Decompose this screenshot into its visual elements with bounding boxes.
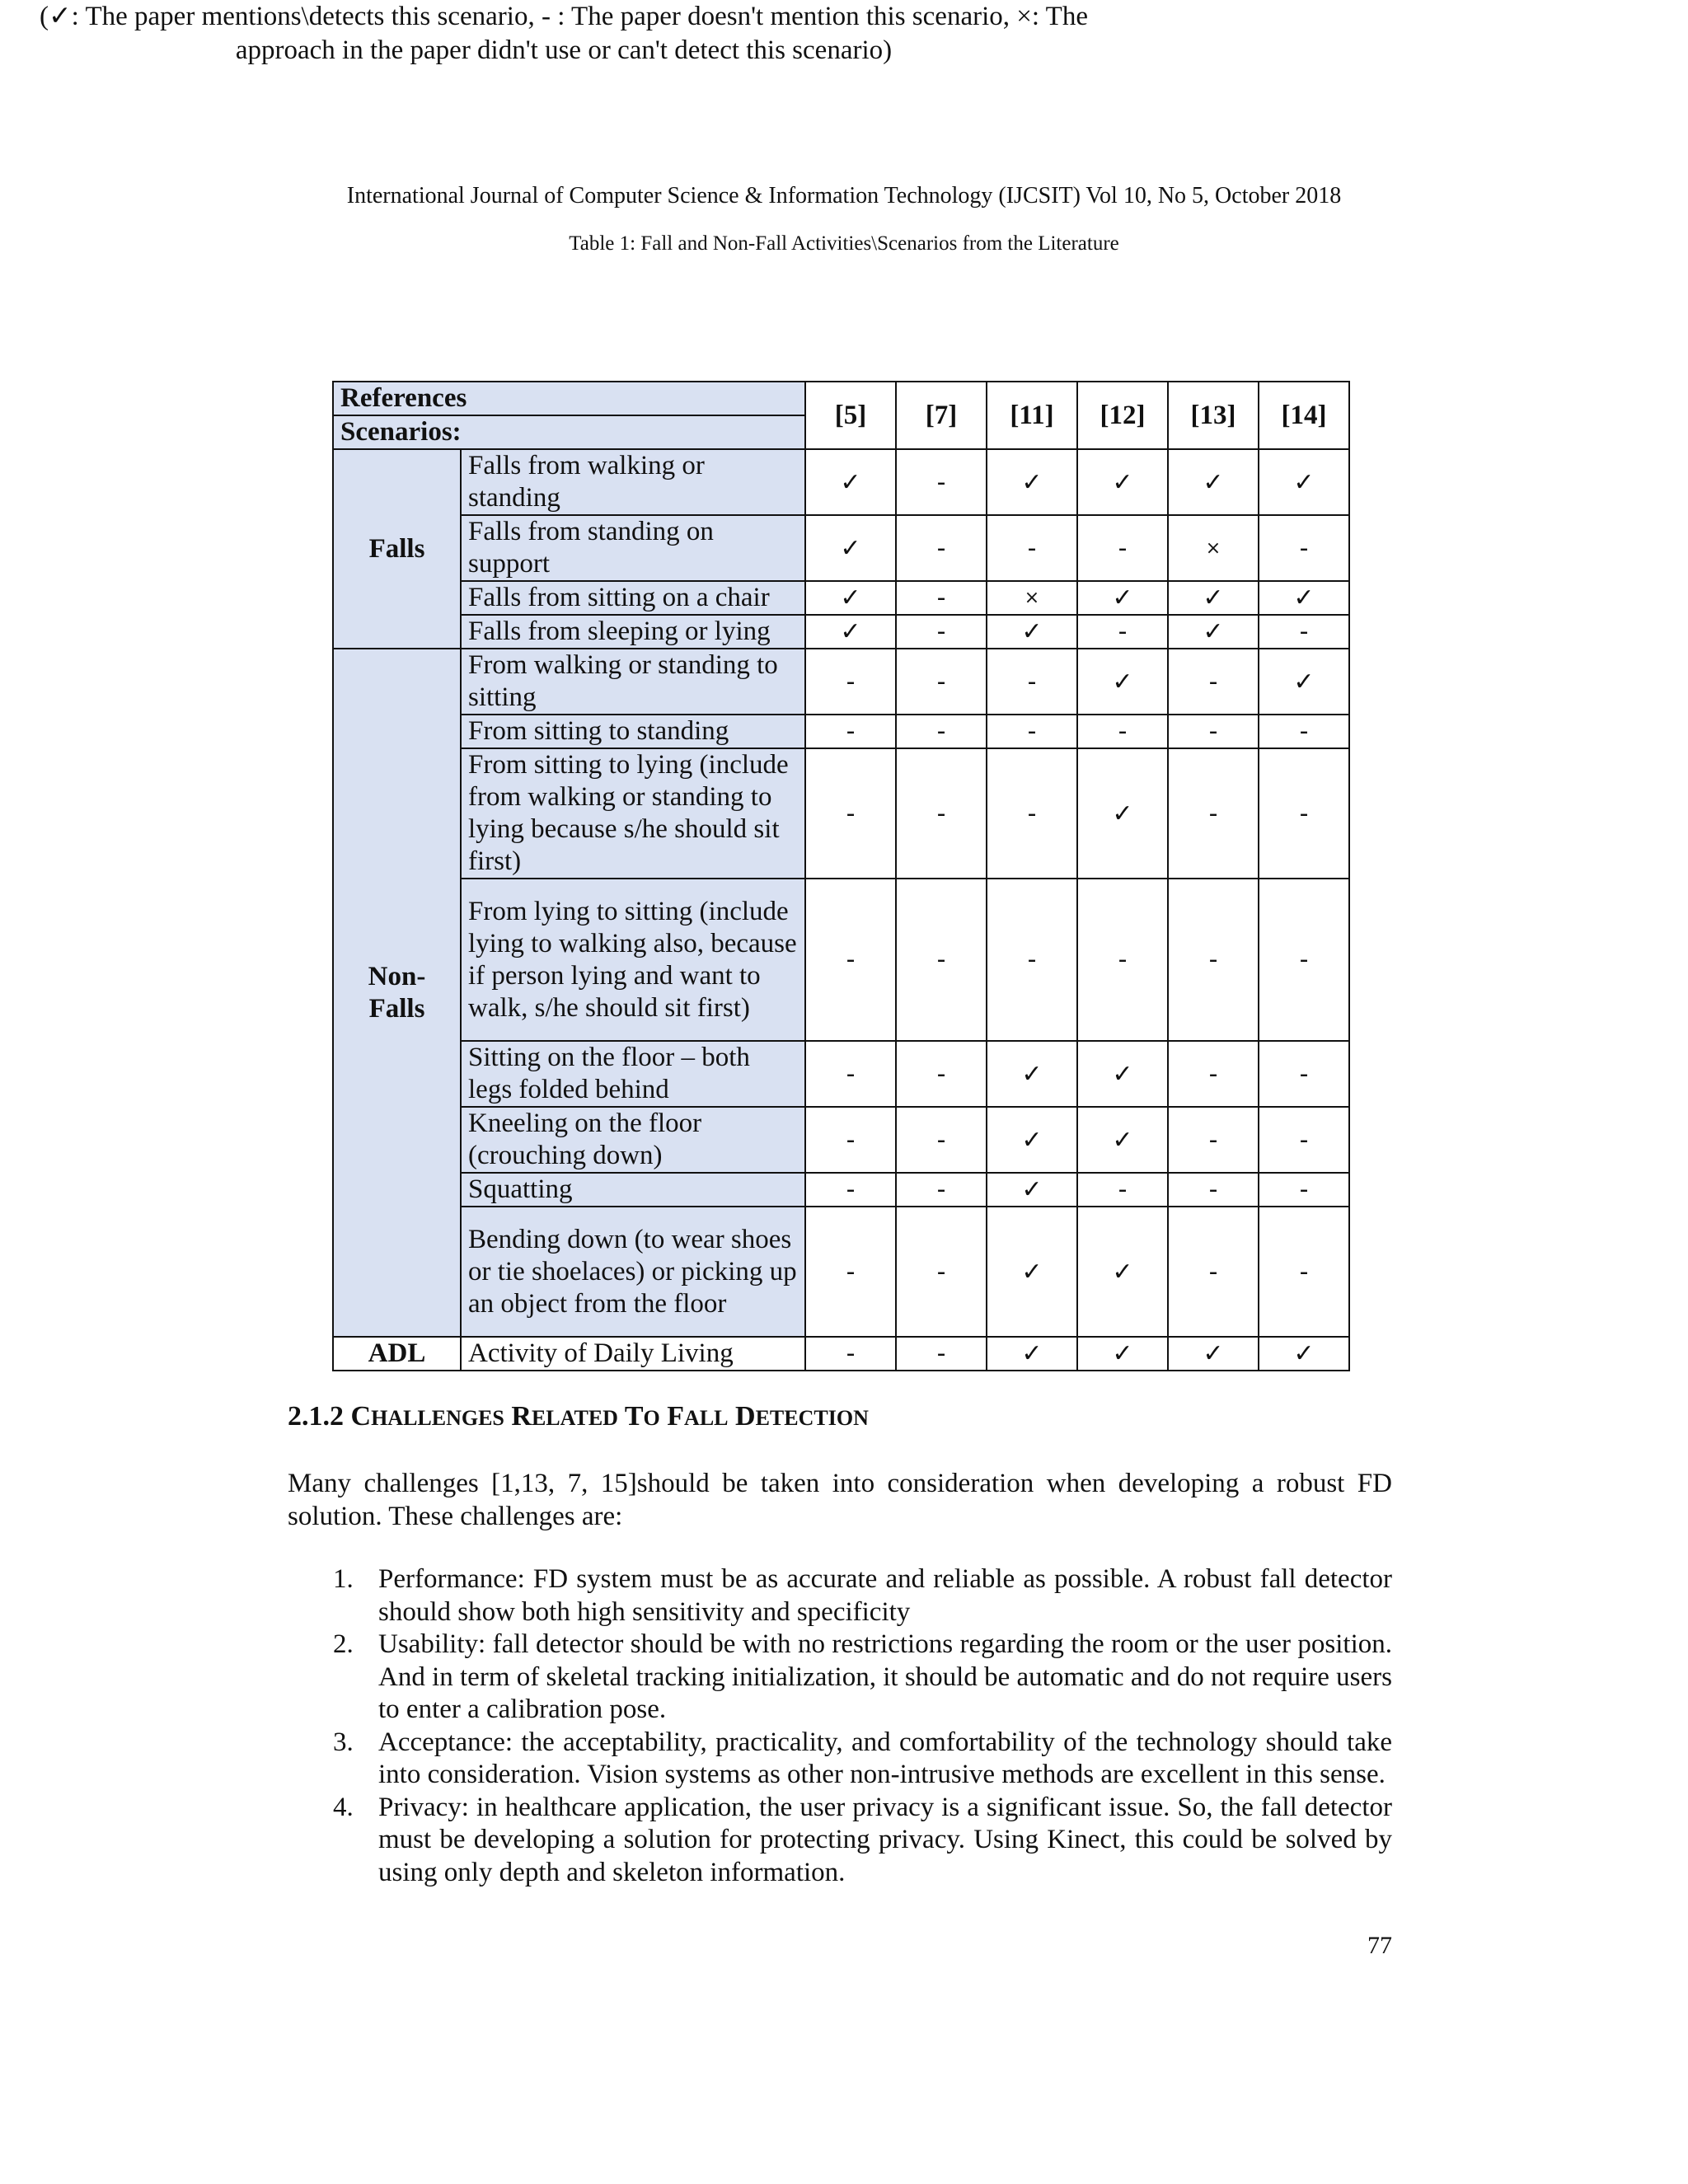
scenario-cell: Bending down (to wear shoes or tie shoelaces) or picking up an object from the floor bbox=[461, 1207, 805, 1337]
value-cell: - bbox=[1168, 715, 1259, 748]
value-cell: - bbox=[987, 879, 1077, 1041]
table-row bbox=[333, 748, 1349, 879]
value-cell: ✓ bbox=[987, 1041, 1077, 1107]
value-cell: ✓ bbox=[1168, 581, 1259, 615]
value-cell: - bbox=[987, 748, 1077, 879]
value-cell: ✓ bbox=[1168, 615, 1259, 649]
value-cell: ✓ bbox=[987, 615, 1077, 649]
references-header: References bbox=[333, 382, 805, 415]
category-adl: ADL bbox=[333, 1337, 461, 1371]
value-cell: ✓ bbox=[805, 581, 896, 615]
list-item-text: Performance: FD system must be as accurate and reliable as possible. A robust fall detector should show both high sensitivity and specificity bbox=[378, 1564, 1392, 1627]
value-cell: - bbox=[896, 1173, 987, 1207]
value-cell: - bbox=[1168, 879, 1259, 1041]
reference-header: [7] bbox=[896, 382, 987, 449]
value-cell: ✓ bbox=[805, 615, 896, 649]
list-number: 2. bbox=[333, 1629, 354, 1659]
value-cell: - bbox=[805, 649, 896, 715]
list-item-text: Privacy: in healthcare application, the user privacy is a significant issue. So, the fall detector must be developing a solution for protecting privacy. Using Kinect, this could be solved by using only depth and skeleton information. bbox=[378, 1792, 1392, 1887]
scenario-cell: From lying to sitting (include lying to walking also, because if person lying and want to walk, s/he should sit first) bbox=[461, 879, 805, 1041]
list-item-text: Usability: fall detector should be with no restrictions regarding the room or the user position. And in term of skeletal tracking initialization, it should be automatic and do not require users to enter a calibration pose. bbox=[378, 1629, 1392, 1724]
list-number: 1. bbox=[333, 1564, 354, 1594]
value-cell: - bbox=[805, 879, 896, 1041]
value-cell: - bbox=[1259, 1207, 1349, 1337]
challenges-list bbox=[288, 1563, 1392, 1889]
scenario-cell: Falls from sleeping or lying bbox=[461, 615, 805, 649]
value-cell: - bbox=[896, 715, 987, 748]
value-cell: - bbox=[1259, 715, 1349, 748]
value-cell: - bbox=[1259, 615, 1349, 649]
table-row bbox=[333, 1173, 1349, 1207]
table-row bbox=[333, 649, 1349, 715]
value-cell: - bbox=[805, 1041, 896, 1107]
value-cell: ✓ bbox=[987, 1207, 1077, 1337]
value-cell: - bbox=[896, 581, 987, 615]
value-cell: - bbox=[1168, 748, 1259, 879]
table-row bbox=[333, 449, 1349, 515]
value-cell: - bbox=[896, 1207, 987, 1337]
value-cell: ✓ bbox=[1077, 1041, 1168, 1107]
value-cell: - bbox=[1259, 1041, 1349, 1107]
table-row bbox=[333, 615, 1349, 649]
list-item bbox=[288, 1563, 1392, 1629]
value-cell: - bbox=[896, 615, 987, 649]
value-cell: - bbox=[896, 1041, 987, 1107]
value-cell: ✓ bbox=[1259, 1337, 1349, 1371]
table-caption: Table 1: Fall and Non-Fall Activities\Scenarios from the Literature bbox=[569, 232, 1119, 255]
value-cell: - bbox=[805, 715, 896, 748]
value-cell: ✓ bbox=[1077, 649, 1168, 715]
value-cell: - bbox=[987, 515, 1077, 581]
scenario-cell: Squatting bbox=[461, 1173, 805, 1207]
scenario-cell: From sitting to standing bbox=[461, 715, 805, 748]
table-row bbox=[333, 1041, 1349, 1107]
list-item bbox=[288, 1792, 1392, 1890]
value-cell: - bbox=[1077, 515, 1168, 581]
value-cell: - bbox=[1259, 879, 1349, 1041]
section-number: 2.1.2 bbox=[288, 1401, 344, 1432]
list-item-text: Acceptance: the acceptability, practicality, and comfortability of the technology should take into consideration. Vision systems as other non-intrusive methods are excellent in this sense. bbox=[378, 1727, 1392, 1789]
value-cell: - bbox=[1168, 1107, 1259, 1173]
value-cell: ✓ bbox=[1259, 581, 1349, 615]
value-cell: ✓ bbox=[805, 449, 896, 515]
value-cell: - bbox=[1168, 649, 1259, 715]
table-legend: (✓: The paper mentions\detects this scenario, - : The paper doesn't mention this scenario, ×: The approach in the paper didn't use or can't detect this scenario) bbox=[40, 2, 1088, 65]
scenario-cell: Falls from sitting on a chair bbox=[461, 581, 805, 615]
value-cell: - bbox=[1077, 615, 1168, 649]
value-cell: ✓ bbox=[987, 1107, 1077, 1173]
value-cell: - bbox=[805, 748, 896, 879]
scenario-cell: Falls from standing on support bbox=[461, 515, 805, 581]
value-cell: - bbox=[1168, 1207, 1259, 1337]
value-cell: - bbox=[1077, 715, 1168, 748]
value-cell: - bbox=[1259, 1107, 1349, 1173]
value-cell: - bbox=[896, 748, 987, 879]
value-cell: - bbox=[1077, 1173, 1168, 1207]
table-row bbox=[333, 1337, 1349, 1371]
value-cell: - bbox=[805, 1107, 896, 1173]
value-cell: - bbox=[1168, 1173, 1259, 1207]
scenario-cell: Kneeling on the floor (crouching down) bbox=[461, 1107, 805, 1173]
value-cell: - bbox=[805, 1207, 896, 1337]
value-cell: ✓ bbox=[1077, 1107, 1168, 1173]
scenario-cell: Activity of Daily Living bbox=[461, 1337, 805, 1371]
value-cell: ✓ bbox=[987, 449, 1077, 515]
table-row bbox=[333, 1207, 1349, 1337]
value-cell: - bbox=[896, 649, 987, 715]
reference-header: [11] bbox=[987, 382, 1077, 449]
value-cell: - bbox=[896, 515, 987, 581]
value-cell: ✓ bbox=[1259, 449, 1349, 515]
scenarios-header: Scenarios: bbox=[333, 415, 805, 449]
category-falls: Falls bbox=[333, 449, 461, 649]
table-row bbox=[333, 715, 1349, 748]
table-row bbox=[333, 581, 1349, 615]
value-cell: ✓ bbox=[987, 1337, 1077, 1371]
list-item bbox=[288, 1629, 1392, 1727]
value-cell: ✓ bbox=[1168, 1337, 1259, 1371]
value-cell: ✓ bbox=[1077, 748, 1168, 879]
value-cell: - bbox=[896, 879, 987, 1041]
scenario-cell: Sitting on the floor – both legs folded behind bbox=[461, 1041, 805, 1107]
page-number: 77 bbox=[1367, 1932, 1392, 1959]
section-heading: 2.1.2 CHALLENGES RELATED TO FALL DETECTION bbox=[288, 1401, 869, 1432]
value-cell: × bbox=[1168, 515, 1259, 581]
scenario-cell: From sitting to lying (include from walking or standing to lying because s/he should sit first) bbox=[461, 748, 805, 879]
value-cell: ✓ bbox=[1077, 449, 1168, 515]
journal-header: International Journal of Computer Science & Information Technology (IJCSIT) Vol 10, No 5, October 2018 bbox=[346, 183, 1342, 209]
table-row bbox=[333, 515, 1349, 581]
value-cell: ✓ bbox=[1077, 1337, 1168, 1371]
value-cell: ✓ bbox=[1168, 449, 1259, 515]
value-cell: - bbox=[896, 1107, 987, 1173]
scenarios-table bbox=[332, 381, 1350, 1371]
value-cell: - bbox=[1259, 748, 1349, 879]
value-cell: ✓ bbox=[1259, 649, 1349, 715]
value-cell: - bbox=[805, 1337, 896, 1371]
value-cell: - bbox=[987, 715, 1077, 748]
value-cell: - bbox=[896, 1337, 987, 1371]
value-cell: - bbox=[1259, 1173, 1349, 1207]
scenario-cell: From walking or standing to sitting bbox=[461, 649, 805, 715]
table-row bbox=[333, 1107, 1349, 1173]
value-cell: - bbox=[896, 449, 987, 515]
value-cell: - bbox=[987, 649, 1077, 715]
value-cell: ✓ bbox=[805, 515, 896, 581]
list-item bbox=[288, 1727, 1392, 1792]
value-cell: ✓ bbox=[1077, 1207, 1168, 1337]
reference-header: [14] bbox=[1259, 382, 1349, 449]
list-number: 4. bbox=[333, 1792, 354, 1822]
scenario-cell: Falls from walking or standing bbox=[461, 449, 805, 515]
value-cell: - bbox=[805, 1173, 896, 1207]
reference-header: [12] bbox=[1077, 382, 1168, 449]
intro-paragraph: Many challenges [1,13, 7, 15]should be taken into consideration when developing a robust FD solution. These challenges are: bbox=[288, 1469, 1392, 1531]
value-cell: × bbox=[987, 581, 1077, 615]
reference-header: [5] bbox=[805, 382, 896, 449]
value-cell: - bbox=[1168, 1041, 1259, 1107]
value-cell: - bbox=[1259, 515, 1349, 581]
reference-header: [13] bbox=[1168, 382, 1259, 449]
category-non-falls: Non-Falls bbox=[333, 649, 461, 1337]
value-cell: ✓ bbox=[1077, 581, 1168, 615]
table-row bbox=[333, 879, 1349, 1041]
list-number: 3. bbox=[333, 1727, 354, 1757]
value-cell: - bbox=[1077, 879, 1168, 1041]
value-cell: ✓ bbox=[987, 1173, 1077, 1207]
